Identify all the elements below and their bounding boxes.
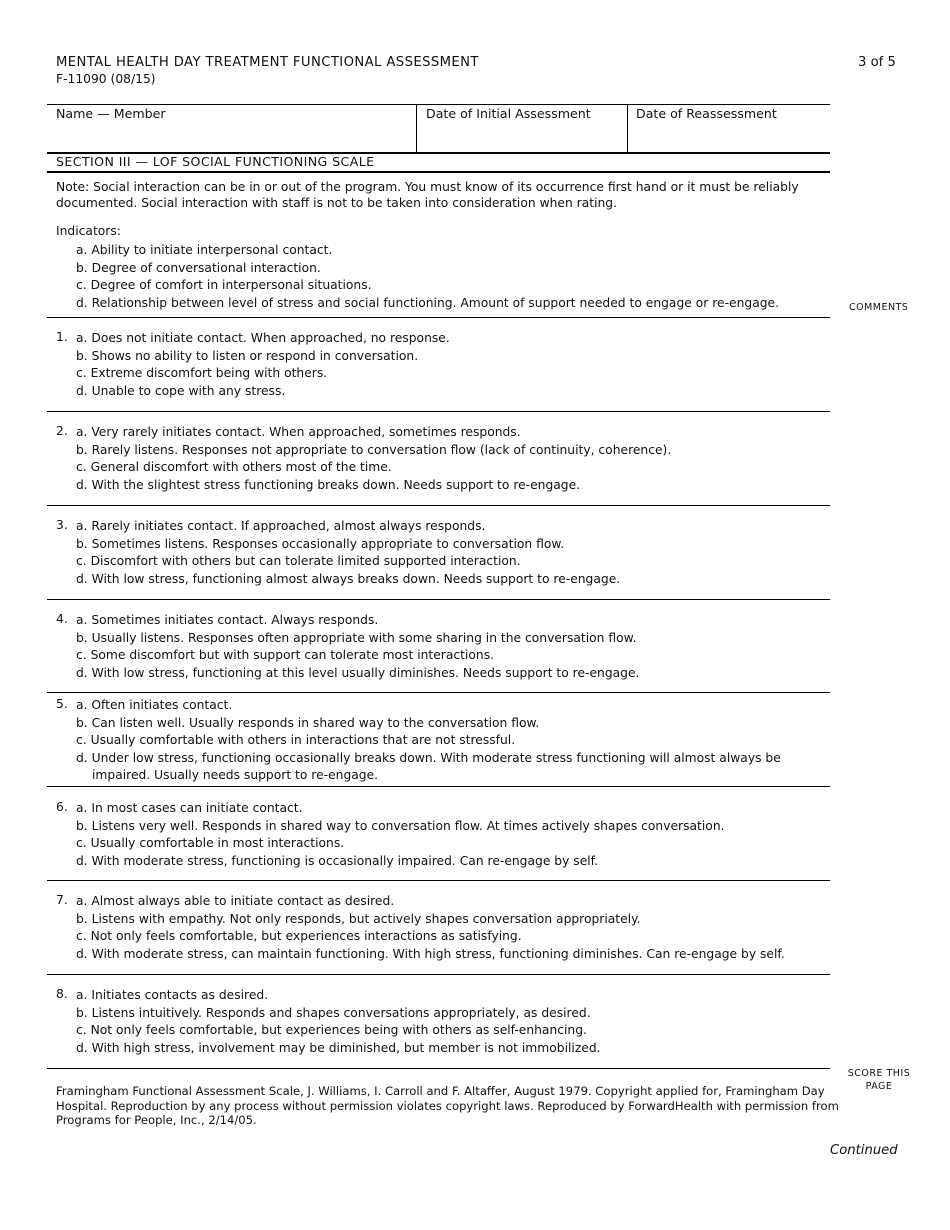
level-line: c. Usually comfortable with others in interactions that are not stressful.: [76, 733, 516, 747]
level-line: c. Extreme discomfort being with others.: [76, 366, 328, 380]
level-line: d. With the slightest stress functioning breaks down. Needs support to re-engage.: [76, 477, 581, 492]
continued-label: Continued: [830, 1143, 898, 1158]
level-line: a. Very rarely initiates contact. When approached, sometimes responds.: [76, 425, 521, 439]
level-number: 6.: [56, 800, 68, 814]
section-title: SECTION III — LOF SOCIAL FUNCTIONING SCALE: [56, 154, 375, 169]
score-this-page-label: SCORE THIS PAGE: [847, 1068, 911, 1092]
level-line-continuation: impaired. Usually needs support to re-engage.: [92, 768, 379, 782]
field-divider: [627, 104, 628, 153]
copyright-credit: Framingham Functional Assessment Scale, J. Williams, I. Carroll and F. Altaffer, August 1979. Copyright applied for, Framingham Day Hospital. Reproduction by any process without permission violates copyright laws. Reproduced by ForwardHealth with permission from Programs for People, Inc., 2/14/05.: [56, 1084, 839, 1127]
level-line: d. With moderate stress, can maintain functioning. With high stress, functioning diminishes. Can re-engage by self.: [76, 946, 785, 961]
level-line: c. General discomfort with others most of the time.: [76, 460, 392, 474]
level-line: b. Shows no ability to listen or respond in conversation.: [76, 348, 419, 363]
level-line: b. Listens with empathy. Not only responds, but actively shapes conversation appropriately.: [76, 911, 641, 926]
indicator-item: a. Ability to initiate interpersonal contact.: [76, 243, 333, 257]
level-line: d. With high stress, involvement may be diminished, but member is not immobilized.: [76, 1040, 601, 1055]
level-line: d. With low stress, functioning almost always breaks down. Needs support to re-engage.: [76, 571, 621, 586]
level-number: 2.: [56, 424, 68, 438]
level-line: a. Almost always able to initiate contact as desired.: [76, 894, 395, 908]
divider: [47, 411, 830, 412]
reassessment-date-field[interactable]: Date of Reassessment: [636, 106, 777, 121]
level-line: a. Rarely initiates contact. If approached, almost always responds.: [76, 519, 486, 533]
level-line: a. In most cases can initiate contact.: [76, 801, 303, 815]
comments-label: COMMENTS: [849, 302, 909, 313]
level-line: b. Listens intuitively. Responds and shapes conversations appropriately, as desired.: [76, 1005, 591, 1020]
level-line: b. Listens very well. Responds in shared way to conversation flow. At times actively shapes conversation.: [76, 818, 725, 833]
member-name-field[interactable]: Name — Member: [56, 106, 166, 121]
level-number: 5.: [56, 697, 68, 711]
level-line: b. Rarely listens. Responses not appropriate to conversation flow (lack of continuity, coherence).: [76, 442, 672, 457]
level-number: 8.: [56, 987, 68, 1001]
page-number: 3 of 5: [858, 55, 896, 70]
initial-assessment-date-field[interactable]: Date of Initial Assessment: [426, 106, 591, 121]
level-line: a. Often initiates contact.: [76, 698, 233, 712]
divider: [47, 974, 830, 975]
indicators-heading: Indicators:: [56, 224, 121, 238]
level-number: 1.: [56, 330, 68, 344]
divider: [47, 692, 830, 693]
level-line: a. Initiates contacts as desired.: [76, 988, 269, 1002]
divider: [47, 317, 830, 318]
note-text: Note: Social interaction can be in or out of the program. You must know of its occurrence first hand or it must be reliably documented. Social interaction with staff is not to be taken into consideration when rating.: [56, 180, 799, 210]
level-line: c. Discomfort with others but can tolerate limited supported interaction.: [76, 554, 521, 568]
table-top-rule: [47, 104, 830, 105]
section-bottom-rule: [47, 171, 830, 173]
level-line: c. Some discomfort but with support can tolerate most interactions.: [76, 648, 495, 662]
level-line: d. Unable to cope with any stress.: [76, 383, 286, 398]
divider: [47, 505, 830, 506]
indicator-item: d. Relationship between level of stress and social functioning. Amount of support needed to engage or re-engage.: [76, 295, 780, 310]
divider: [47, 880, 830, 881]
level-line: a. Sometimes initiates contact. Always responds.: [76, 613, 379, 627]
level-line: c. Not only feels comfortable, but experiences interactions as satisfying.: [76, 929, 522, 943]
indicator-item: c. Degree of comfort in interpersonal situations.: [76, 278, 372, 292]
level-line: d. With low stress, functioning at this level usually diminishes. Needs support to re-engage.: [76, 665, 640, 680]
level-line: d. Under low stress, functioning occasionally breaks down. With moderate stress functioning will almost always be: [76, 750, 781, 765]
form-number: F-11090 (08/15): [56, 72, 156, 86]
level-line: b. Sometimes listens. Responses occasionally appropriate to conversation flow.: [76, 536, 565, 551]
indicator-item: b. Degree of conversational interaction.: [76, 260, 321, 275]
divider: [47, 1068, 830, 1069]
level-line: b. Can listen well. Usually responds in shared way to the conversation flow.: [76, 715, 540, 730]
level-line: a. Does not initiate contact. When approached, no response.: [76, 331, 450, 345]
level-number: 4.: [56, 612, 68, 626]
divider: [47, 599, 830, 600]
level-line: d. With moderate stress, functioning is occasionally impaired. Can re-engage by self.: [76, 853, 599, 868]
form-title: MENTAL HEALTH DAY TREATMENT FUNCTIONAL ASSESSMENT: [56, 55, 479, 70]
level-number: 7.: [56, 893, 68, 907]
level-line: b. Usually listens. Responses often appropriate with some sharing in the conversation flow.: [76, 630, 637, 645]
level-number: 3.: [56, 518, 68, 532]
divider: [47, 786, 830, 787]
field-divider: [416, 104, 417, 153]
level-line: c. Usually comfortable in most interactions.: [76, 836, 345, 850]
level-line: c. Not only feels comfortable, but experiences being with others as self-enhancing.: [76, 1023, 587, 1037]
